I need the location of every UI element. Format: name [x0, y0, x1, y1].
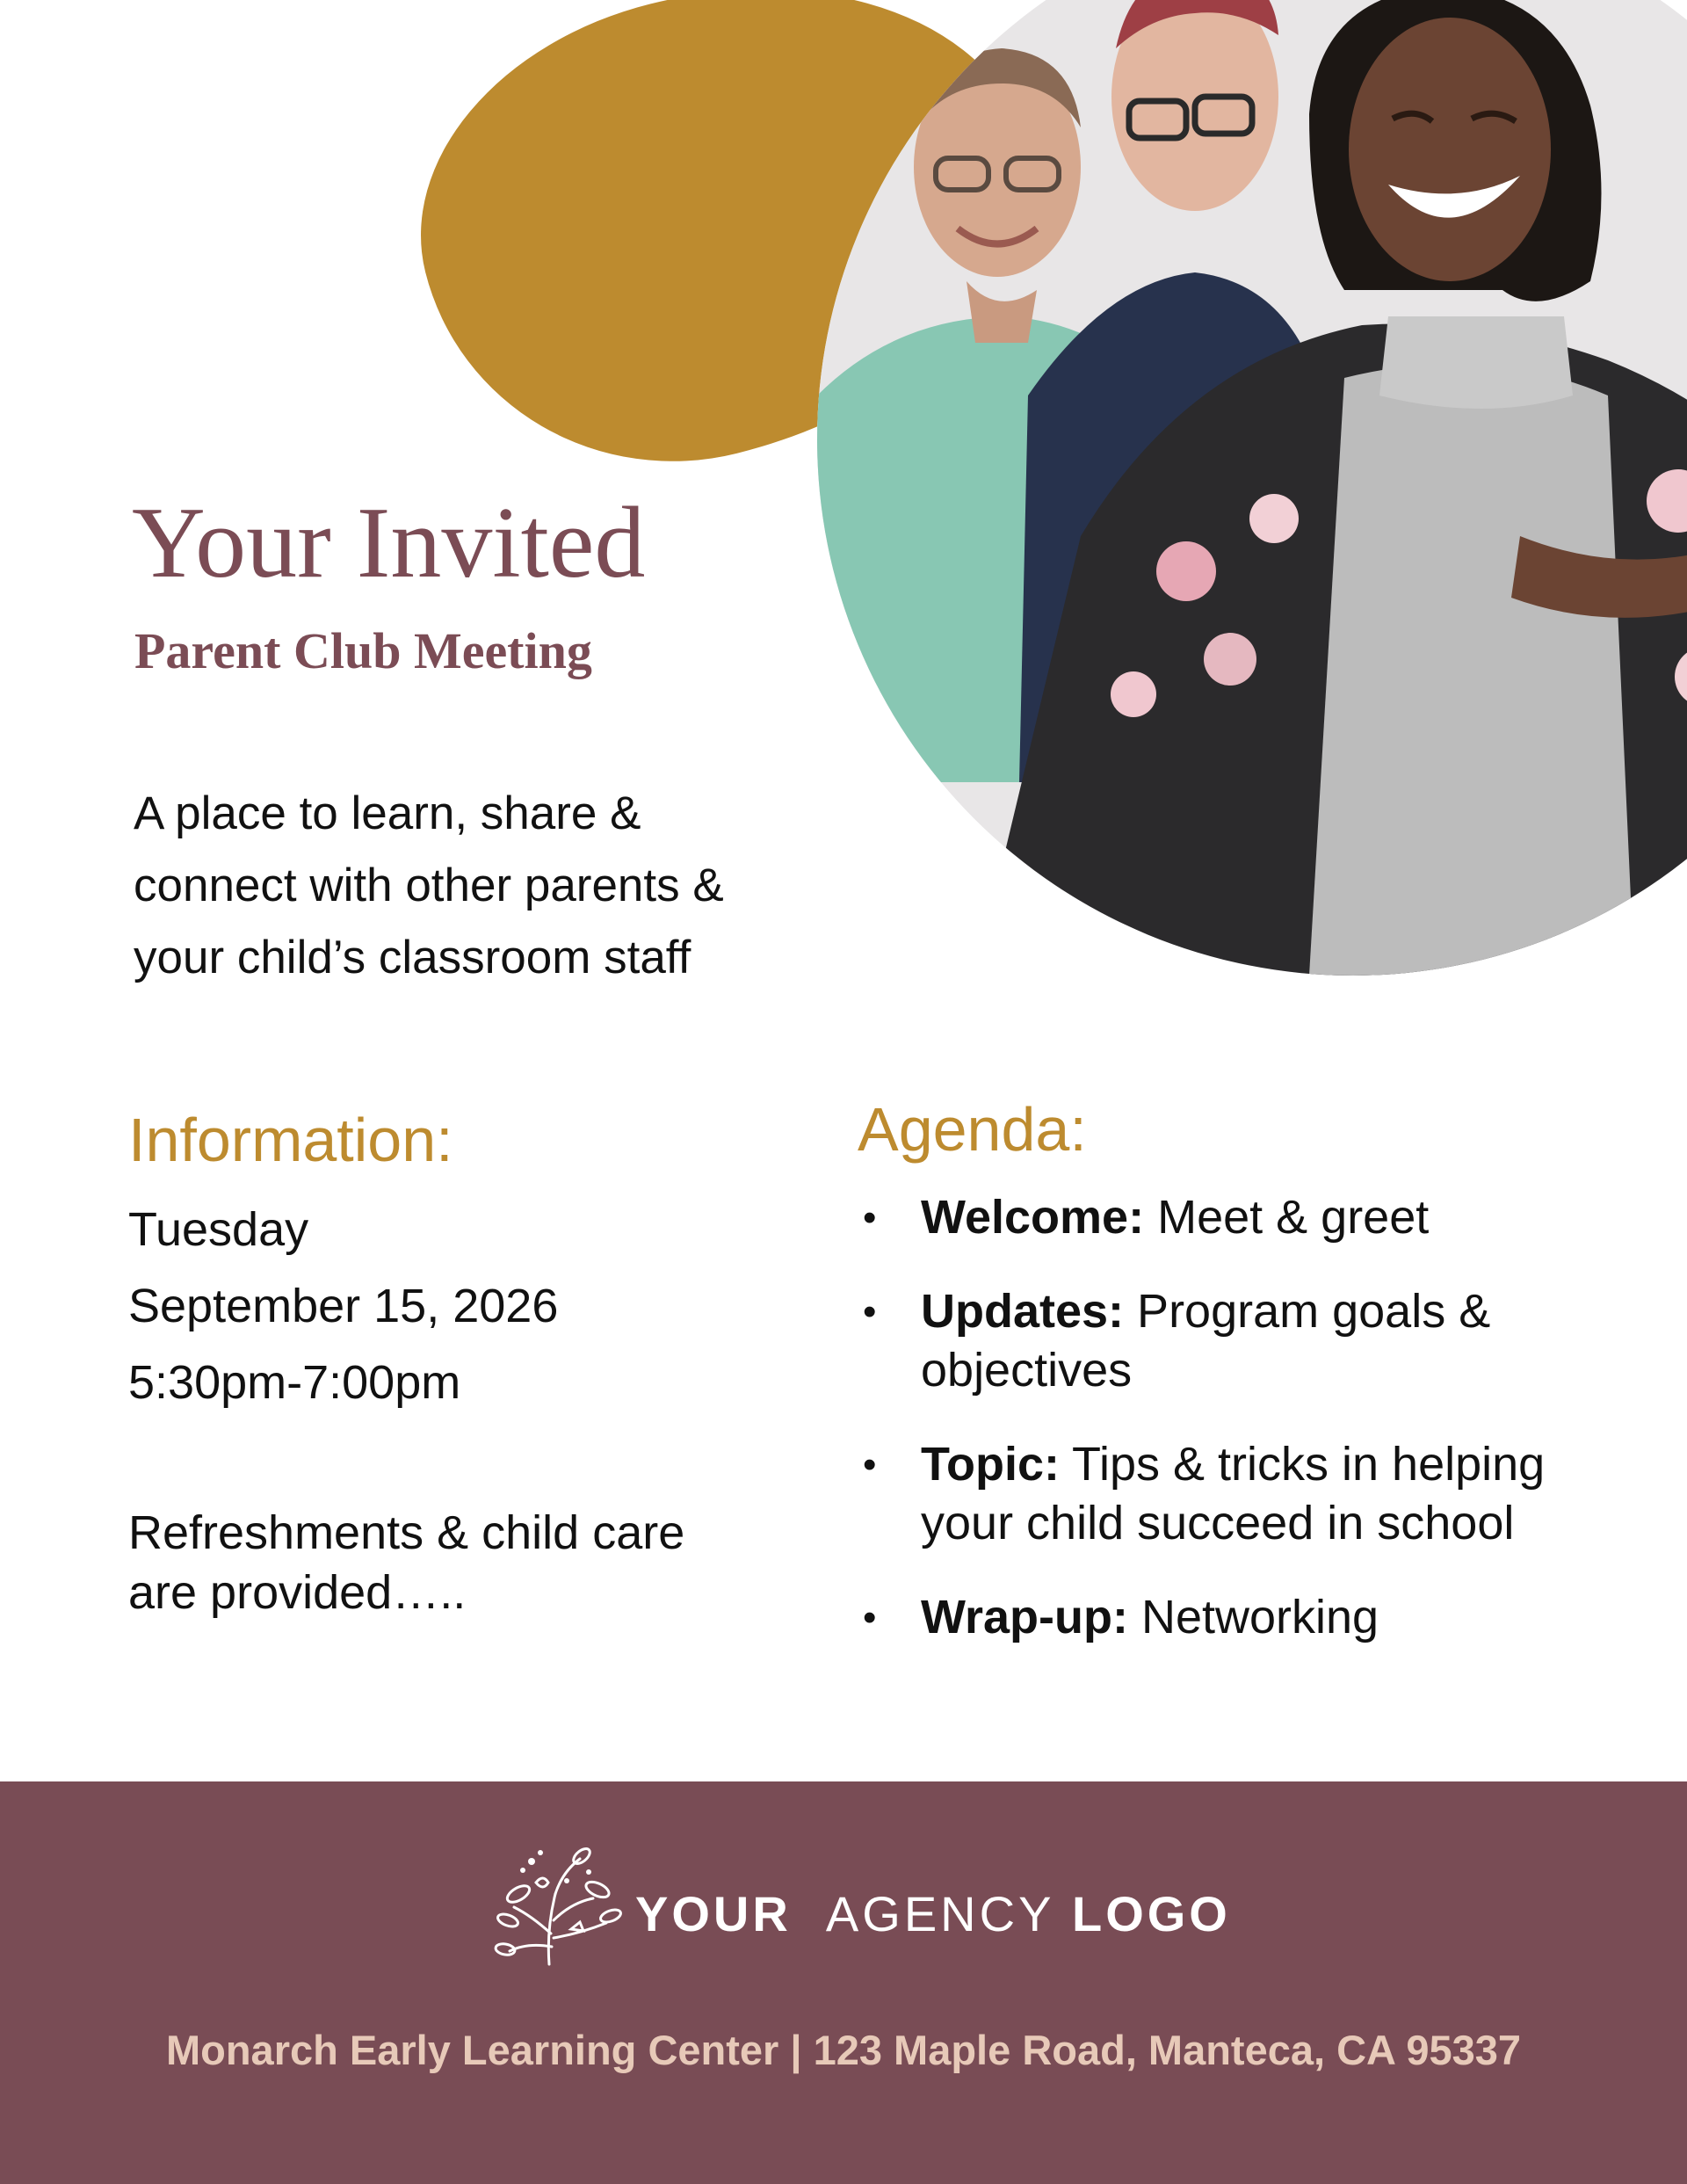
floral-sprig-icon — [483, 1846, 628, 1969]
agenda-item-welcome — [858, 1188, 1631, 1247]
event-date: September 15, 2026 — [128, 1280, 559, 1332]
agenda-item-text: your child succeed in school — [921, 1497, 1515, 1549]
refreshments-line: are provided….. — [128, 1566, 467, 1619]
agenda-item-text: Tips & tricks in helping — [1072, 1438, 1546, 1491]
agenda-heading: Agenda: — [858, 1095, 1087, 1164]
refreshments-note — [128, 1503, 761, 1622]
bullet: • — [863, 1290, 877, 1333]
agenda-item-wrapup — [858, 1588, 1631, 1647]
intro-line: your child’s classroom staff — [134, 932, 691, 983]
agenda-item-text: Networking — [1140, 1591, 1379, 1643]
bullet: • — [863, 1443, 877, 1486]
hero-photo-illustration — [817, 0, 1687, 976]
logo-wordmark — [635, 1873, 1231, 1942]
woman-face — [1349, 18, 1551, 281]
woman-sweater — [1309, 364, 1634, 976]
refreshments-line: Refreshments & child care — [128, 1506, 685, 1559]
agenda-item-label: Wrap-up: — [921, 1591, 1128, 1643]
logo-word: YOUR — [635, 1885, 792, 1941]
logo-word: AGENCY — [825, 1885, 1055, 1941]
footer-band — [0, 1781, 1687, 2184]
agency-logo — [483, 1846, 1231, 1969]
agenda-item-topic — [858, 1435, 1631, 1553]
event-day: Tuesday — [128, 1203, 309, 1256]
event-time: 5:30pm-7:00pm — [128, 1356, 461, 1409]
hero-photo — [817, 0, 1687, 976]
agenda-item-text: Meet & greet — [1157, 1191, 1430, 1244]
agenda-list — [858, 1188, 1631, 1682]
agenda-item-text: objectives — [921, 1344, 1133, 1397]
logo-word: LOGO — [1071, 1885, 1231, 1941]
intro-text — [134, 778, 801, 994]
agenda-item-text: Program goals & — [1137, 1285, 1491, 1338]
invitation-title: Your Invited — [132, 487, 646, 599]
bullet: • — [863, 1196, 877, 1239]
agenda-item-label: Welcome: — [921, 1191, 1145, 1244]
bullet: • — [863, 1596, 877, 1639]
organization-address: Monarch Early Learning Center | 123 Maple Road, Manteca, CA 95337 — [165, 2027, 1522, 2073]
agenda-item-updates — [858, 1282, 1631, 1400]
agenda-item-label: Topic: — [921, 1438, 1060, 1491]
agenda-item-label: Updates: — [921, 1285, 1125, 1338]
intro-line: connect with other parents & — [134, 860, 724, 911]
intro-line: A place to learn, share & — [134, 787, 641, 839]
event-name: Parent Club Meeting — [134, 622, 592, 679]
information-heading: Information: — [128, 1106, 453, 1174]
